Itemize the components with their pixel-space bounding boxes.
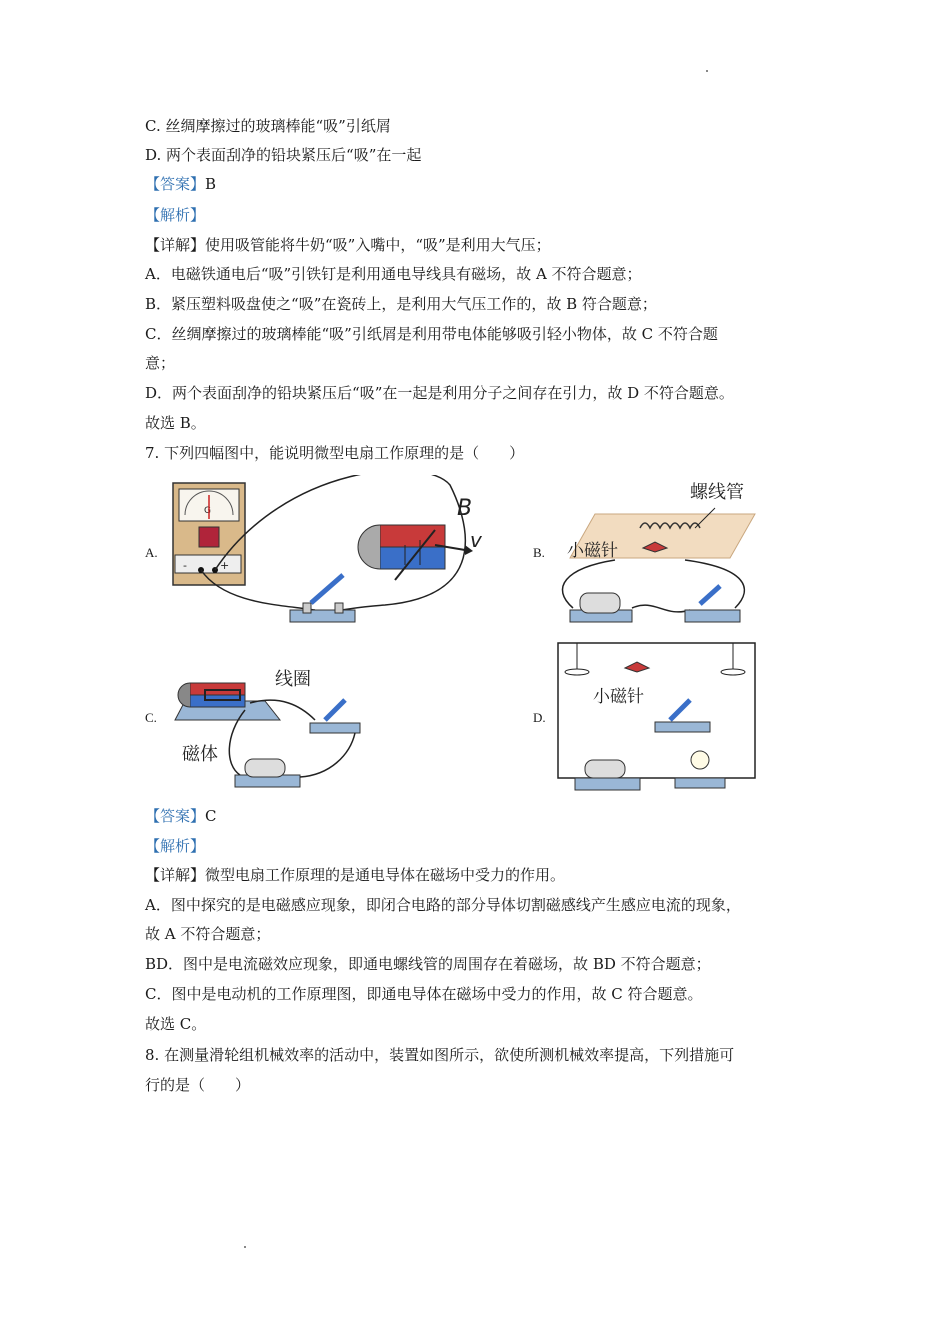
- needle-label: 小磁针: [593, 687, 644, 707]
- scan-dot: [244, 1246, 246, 1248]
- magnet-label: 磁体: [182, 744, 218, 765]
- battery: [585, 760, 625, 778]
- meter-minus: -: [183, 559, 187, 572]
- fig-label-c: C.: [145, 710, 157, 725]
- fig-label-d: D.: [533, 710, 546, 725]
- question-8: 8. 在测量滑轮组机械效率的活动中，装置如图所示，欲使所测机械效率提高，下列措施可: [145, 1046, 735, 1064]
- figure-a: [165, 475, 510, 630]
- explain-7-a: A．图中探究的是电磁感应现象，即闭合电路的部分导体切割磁感线产生感应电流的现象，: [145, 896, 741, 914]
- analysis-tag-7: 【解析】: [145, 837, 206, 855]
- answer-line-7: [145, 806, 217, 826]
- switch-lever: [670, 700, 690, 720]
- explain-7-a-cont: 故 A 不符合题意；: [145, 925, 271, 943]
- figure-b: [555, 478, 760, 630]
- bulb: [691, 751, 709, 769]
- figure-d: [555, 640, 760, 795]
- explain-a: A．电磁铁通电后“吸”引铁钉是利用通电导线具有磁场，故 A 不符合题意；: [145, 265, 642, 283]
- explain-7-c: C．图中是电动机的工作原理图，即通电导体在磁场中受力的作用，故 C 符合题意。: [145, 985, 703, 1003]
- switch-lever: [311, 575, 343, 603]
- question-7: 7. 下列四幅图中，能说明微型电扇工作原理的是（ ）: [145, 444, 525, 462]
- option-d: D. 两个表面刮净的铅块紧压后“吸”在一起: [145, 146, 422, 164]
- switch-base: [290, 610, 355, 622]
- compass-needle: [625, 662, 649, 672]
- battery-base: [575, 778, 640, 790]
- coil-label: 线圈: [275, 669, 311, 690]
- fig-label-b: B.: [533, 545, 545, 560]
- battery: [245, 759, 285, 777]
- switch-base: [310, 723, 360, 733]
- field-b-label: B: [457, 496, 473, 521]
- solenoid-label: 螺线管: [690, 482, 744, 503]
- answer-tag: 【答案】: [145, 807, 206, 825]
- scan-dot: [706, 70, 708, 72]
- conclusion-6: 故选 B。: [145, 414, 206, 432]
- figure-c: [170, 665, 370, 795]
- switch-base: [655, 722, 710, 732]
- conclusion-7: 故选 C。: [145, 1015, 207, 1033]
- question-8-cont: 行的是（ ）: [145, 1076, 251, 1094]
- circuit-wire: [558, 643, 755, 778]
- switch-base: [685, 610, 740, 622]
- explain-d: D．两个表面刮净的铅块紧压后“吸”在一起是利用分子之间存在引力，故 D 不符合题意。: [145, 384, 734, 402]
- answer-value: C: [205, 807, 217, 825]
- meter-plus: +: [220, 559, 230, 572]
- answer-value: B: [205, 175, 217, 193]
- explain-7-bd: BD．图中是电流磁效应现象，即通电螺线管的周围存在着磁场，故 BD 不符合题意；: [145, 955, 711, 973]
- battery: [580, 593, 620, 613]
- answer-tag: 【答案】: [145, 175, 206, 193]
- detail-line-7: 【详解】微型电扇工作原理的是通电导体在磁场中受力的作用。: [145, 866, 566, 884]
- detail-line: 【详解】使用吸管能将牛奶“吸”入嘴中，“吸”是利用大气压；: [145, 236, 551, 254]
- magnet-north: [380, 525, 445, 547]
- switch-lever: [700, 586, 720, 604]
- analysis-tag-6: 【解析】: [145, 206, 206, 224]
- fig-label-a: A.: [145, 545, 158, 560]
- bulb-base: [675, 778, 725, 788]
- switch-lever: [325, 700, 345, 720]
- needle-label: 小磁针: [567, 541, 618, 561]
- meter-coil: [199, 527, 219, 547]
- explain-c: C．丝绸摩擦过的玻璃棒能“吸”引纸屑是利用带电体能够吸引轻小物体，故 C 不符合题: [145, 325, 718, 343]
- explain-b: B．紧压塑料吸盘使之“吸”在瓷砖上，是利用大气压工作的，故 B 符合题意；: [145, 295, 657, 313]
- velocity-v-label: v: [470, 528, 482, 552]
- explain-c-cont: 意；: [145, 354, 176, 372]
- meter-g-label: G: [204, 506, 211, 516]
- option-c: C. 丝绸摩擦过的玻璃棒能“吸”引纸屑: [145, 117, 391, 135]
- answer-line-6: [145, 174, 216, 194]
